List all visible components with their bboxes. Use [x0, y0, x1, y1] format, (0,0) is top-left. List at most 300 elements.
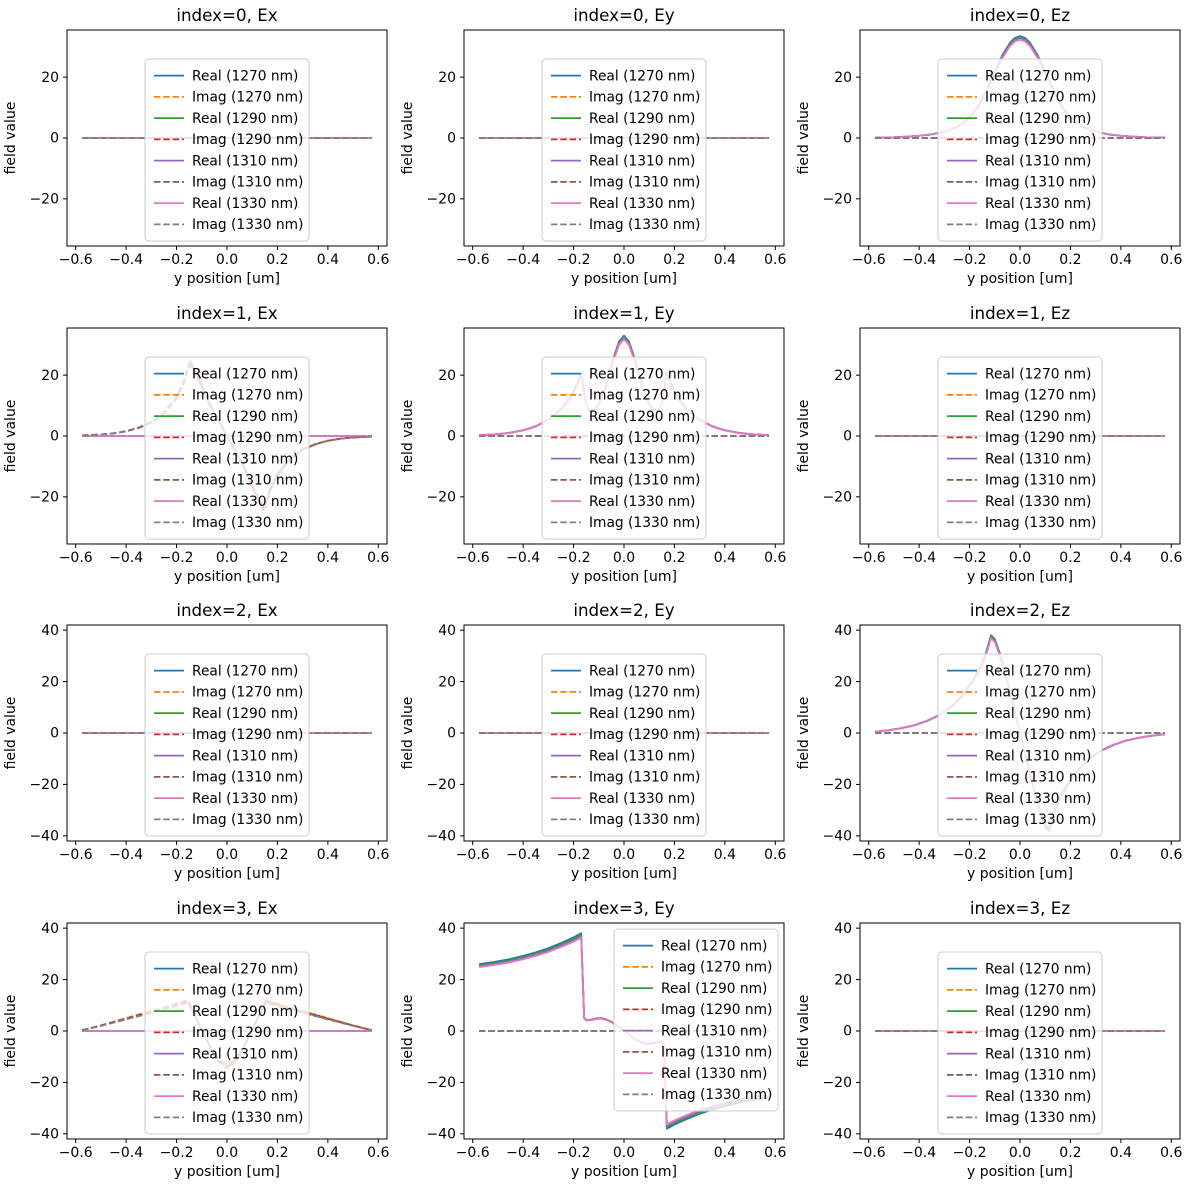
- y-tick-label: −40: [822, 828, 853, 845]
- x-tick-label: −0.2: [159, 1144, 194, 1161]
- x-axis-label: y position [um]: [967, 865, 1074, 882]
- y-tick-label: −20: [29, 1074, 59, 1091]
- legend-entry-label: Imag (1310 nm): [191, 1067, 304, 1084]
- legend-entry-label: Imag (1330 nm): [660, 1086, 773, 1103]
- x-tick-label: 0.0: [215, 846, 239, 863]
- subplot-index3-ex: [0, 893, 397, 1190]
- y-axis-label: field value: [2, 101, 19, 175]
- legend-entry-label: Imag (1270 nm): [191, 387, 304, 404]
- legend-entry-label: Imag (1270 nm): [588, 89, 701, 106]
- legend: [938, 654, 1102, 836]
- legend-entry-label: Real (1270 nm): [985, 663, 1092, 680]
- legend-entry-label: Imag (1270 nm): [588, 387, 701, 404]
- y-tick-label: 40: [41, 920, 59, 937]
- legend-box: [145, 357, 309, 539]
- legend-entry-label: Imag (1270 nm): [191, 684, 304, 701]
- legend-entry-label: Imag (1270 nm): [588, 684, 701, 701]
- subplot-title: index=1, Ex: [176, 303, 278, 323]
- x-tick-label: −0.4: [505, 1144, 540, 1161]
- legend-entry-label: Real (1290 nm): [588, 705, 696, 722]
- legend: [938, 952, 1102, 1134]
- y-axis-label: field value: [399, 696, 416, 770]
- x-tick-label: 0.0: [215, 1144, 239, 1161]
- y-tick-label: −20: [822, 489, 853, 506]
- legend-box: [542, 357, 706, 539]
- legend-entry-label: Imag (1290 nm): [191, 1024, 304, 1041]
- x-tick-label: 0.2: [662, 846, 686, 863]
- legend-box: [145, 654, 309, 836]
- legend-entry-label: Imag (1270 nm): [985, 982, 1097, 999]
- x-tick-label: 0.0: [612, 846, 635, 863]
- legend-entry-label: Real (1330 nm): [191, 790, 299, 807]
- y-tick-label: 20: [834, 69, 853, 86]
- legend: [938, 357, 1102, 539]
- x-tick-label: 0.2: [266, 251, 289, 268]
- x-tick-label: −0.4: [505, 846, 540, 863]
- x-tick-label: 0.6: [367, 846, 390, 863]
- legend-entry-label: Real (1290 nm): [191, 705, 299, 722]
- legend-entry-label: Real (1310 nm): [660, 1022, 768, 1039]
- legend-entry-label: Imag (1290 nm): [588, 727, 701, 744]
- y-tick-label: 0: [843, 428, 853, 445]
- y-tick-label: 0: [843, 130, 853, 147]
- y-tick-label: 0: [446, 1023, 456, 1040]
- legend: [145, 952, 309, 1134]
- x-tick-label: 0.4: [713, 1144, 736, 1161]
- y-tick-label: −40: [426, 828, 456, 845]
- x-tick-label: −0.2: [952, 549, 987, 566]
- subplot-title: index=0, Ez: [970, 6, 1071, 26]
- x-tick-label: −0.6: [852, 549, 886, 566]
- x-tick-label: −0.4: [109, 549, 144, 566]
- legend-entry-label: Imag (1310 nm): [588, 174, 701, 191]
- subplot-index0-ey: [397, 0, 794, 298]
- y-tick-label: 0: [843, 1023, 853, 1040]
- legend-entry-label: Imag (1290 nm): [985, 727, 1097, 744]
- subplot-index0-ez: [793, 0, 1190, 298]
- x-tick-label: −0.2: [556, 251, 591, 268]
- x-tick-label: −0.6: [455, 1144, 490, 1161]
- y-axis-label: field value: [796, 101, 813, 175]
- x-tick-label: 0.2: [1059, 549, 1082, 566]
- legend-entry-label: Real (1310 nm): [985, 748, 1092, 765]
- legend-entry-label: Real (1290 nm): [985, 110, 1092, 127]
- x-tick-label: 0.2: [1059, 251, 1082, 268]
- x-tick-label: −0.6: [852, 1144, 886, 1161]
- subplot-index0-ex: [0, 0, 397, 298]
- legend: [145, 59, 309, 241]
- y-tick-label: 20: [41, 971, 59, 988]
- y-tick-label: 0: [446, 428, 456, 445]
- legend-entry-label: Imag (1290 nm): [660, 1001, 773, 1018]
- x-tick-label: 0.6: [367, 251, 390, 268]
- legend-entry-label: Real (1310 nm): [588, 450, 696, 467]
- legend-entry-label: Imag (1270 nm): [660, 959, 773, 976]
- x-tick-label: 0.6: [367, 1144, 390, 1161]
- subplot-title: index=1, Ez: [970, 303, 1071, 323]
- legend-entry-label: Imag (1330 nm): [191, 217, 304, 234]
- legend-entry-label: Imag (1290 nm): [191, 727, 304, 744]
- legend-entry-label: Imag (1310 nm): [191, 769, 304, 786]
- x-tick-label: −0.4: [505, 549, 540, 566]
- subplot-title: index=3, Ex: [176, 898, 278, 918]
- y-tick-label: 20: [41, 69, 59, 86]
- legend-entry-label: Imag (1270 nm): [191, 89, 304, 106]
- legend-entry-label: Real (1290 nm): [660, 980, 768, 997]
- legend: [542, 654, 706, 836]
- legend-entry-label: Imag (1330 nm): [588, 514, 701, 531]
- x-tick-label: −0.4: [902, 549, 937, 566]
- legend-entry-label: Real (1270 nm): [191, 68, 299, 85]
- y-tick-label: 20: [437, 69, 456, 86]
- x-tick-label: 0.6: [763, 1144, 787, 1161]
- subplot-title: index=3, Ez: [970, 898, 1071, 918]
- x-tick-label: 0.4: [316, 846, 339, 863]
- subplot-title: index=1, Ey: [573, 303, 675, 323]
- legend-entry-label: Real (1330 nm): [588, 790, 696, 807]
- x-axis-label: y position [um]: [570, 568, 677, 585]
- subplot-title: index=2, Ey: [573, 601, 675, 621]
- legend-entry-label: Imag (1270 nm): [985, 387, 1097, 404]
- x-axis-label: y position [um]: [967, 568, 1074, 585]
- legend-entry-label: Imag (1310 nm): [191, 472, 304, 489]
- x-axis-label: y position [um]: [570, 865, 677, 882]
- y-tick-label: 0: [50, 130, 59, 147]
- x-tick-label: −0.2: [159, 251, 194, 268]
- legend-box: [542, 59, 706, 241]
- x-tick-label: 0.4: [713, 251, 736, 268]
- x-tick-label: −0.6: [455, 251, 490, 268]
- legend-entry-label: Real (1310 nm): [588, 748, 696, 765]
- legend-entry-label: Real (1330 nm): [660, 1065, 768, 1082]
- subplot-index2-ez: [793, 595, 1190, 893]
- y-tick-label: −20: [426, 1074, 456, 1091]
- x-tick-label: 0.4: [713, 846, 736, 863]
- x-tick-label: −0.2: [159, 846, 194, 863]
- x-tick-label: −0.6: [58, 549, 93, 566]
- y-tick-label: −40: [822, 1126, 853, 1143]
- legend-entry-label: Imag (1290 nm): [588, 132, 701, 149]
- legend-entry-label: Imag (1290 nm): [985, 132, 1097, 149]
- legend-entry-label: Imag (1330 nm): [985, 812, 1097, 829]
- legend-entry-label: Real (1270 nm): [191, 960, 299, 977]
- x-tick-label: −0.2: [952, 251, 987, 268]
- legend-entry-label: Real (1330 nm): [191, 1088, 299, 1105]
- y-tick-label: −20: [426, 191, 456, 208]
- subplot-title: index=3, Ey: [573, 898, 675, 918]
- x-axis-label: y position [um]: [174, 270, 280, 287]
- legend-entry-label: Imag (1290 nm): [588, 429, 701, 446]
- x-tick-label: 0.4: [316, 1144, 339, 1161]
- legend-entry-label: Real (1310 nm): [985, 1045, 1092, 1062]
- legend-entry-label: Real (1310 nm): [588, 153, 696, 170]
- subplot-index1-ey: [397, 298, 794, 596]
- legend-entry-label: Imag (1290 nm): [985, 429, 1097, 446]
- legend-entry-label: Real (1310 nm): [985, 450, 1092, 467]
- legend-entry-label: Real (1290 nm): [985, 1003, 1092, 1020]
- x-tick-label: −0.2: [159, 549, 194, 566]
- legend-box: [145, 952, 309, 1134]
- y-tick-label: 0: [50, 1023, 59, 1040]
- x-tick-label: 0.6: [763, 846, 787, 863]
- x-tick-label: 0.2: [662, 251, 686, 268]
- legend-entry-label: Real (1330 nm): [588, 195, 696, 212]
- legend-entry-label: Real (1310 nm): [191, 1045, 299, 1062]
- legend-entry-label: Imag (1270 nm): [985, 684, 1097, 701]
- x-tick-label: −0.6: [58, 846, 93, 863]
- x-tick-label: −0.6: [455, 846, 490, 863]
- legend-entry-label: Real (1330 nm): [588, 493, 696, 510]
- x-tick-label: 0.0: [1009, 1144, 1032, 1161]
- x-tick-label: 0.0: [1009, 251, 1032, 268]
- x-tick-label: 0.2: [266, 1144, 289, 1161]
- legend: [938, 59, 1102, 241]
- legend-entry-label: Real (1270 nm): [588, 68, 696, 85]
- legend-entry-label: Real (1270 nm): [191, 365, 299, 382]
- x-tick-label: −0.4: [902, 251, 937, 268]
- subplot-title: index=0, Ey: [573, 6, 675, 26]
- y-tick-label: 20: [437, 367, 456, 384]
- subplot-index1-ez: [793, 298, 1190, 596]
- y-tick-label: 20: [437, 674, 456, 691]
- subplot-index2-ey: [397, 595, 794, 893]
- y-tick-label: 0: [446, 130, 456, 147]
- legend: [542, 357, 706, 539]
- y-tick-label: 40: [437, 920, 456, 937]
- x-tick-label: 0.2: [662, 1144, 686, 1161]
- y-axis-label: field value: [2, 399, 19, 472]
- legend-entry-label: Imag (1290 nm): [191, 429, 304, 446]
- legend-entry-label: Imag (1330 nm): [588, 812, 701, 829]
- legend-entry-label: Imag (1270 nm): [191, 982, 304, 999]
- x-tick-label: 0.6: [367, 549, 390, 566]
- legend-entry-label: Real (1270 nm): [985, 960, 1092, 977]
- y-tick-label: 0: [843, 725, 853, 742]
- y-tick-label: −20: [426, 489, 456, 506]
- legend-entry-label: Imag (1270 nm): [985, 89, 1097, 106]
- legend-entry-label: Real (1310 nm): [191, 450, 299, 467]
- x-tick-label: −0.2: [556, 549, 591, 566]
- x-tick-label: −0.6: [58, 251, 93, 268]
- legend-entry-label: Real (1310 nm): [191, 153, 299, 170]
- x-tick-label: 0.0: [1009, 846, 1032, 863]
- legend-entry-label: Real (1270 nm): [660, 937, 768, 954]
- legend-entry-label: Imag (1330 nm): [191, 812, 304, 829]
- y-axis-label: field value: [399, 994, 416, 1067]
- x-tick-label: −0.4: [505, 251, 540, 268]
- y-tick-label: 20: [41, 674, 59, 691]
- x-axis-label: y position [um]: [967, 1163, 1074, 1180]
- x-tick-label: 0.6: [1160, 1144, 1183, 1161]
- legend-box: [145, 59, 309, 241]
- x-tick-label: 0.2: [1059, 846, 1082, 863]
- x-tick-label: −0.6: [58, 1144, 93, 1161]
- y-tick-label: −20: [822, 777, 853, 794]
- x-axis-label: y position [um]: [967, 270, 1074, 287]
- legend-entry-label: Real (1330 nm): [191, 195, 299, 212]
- subplot-index3-ey: [397, 893, 794, 1190]
- legend-entry-label: Imag (1310 nm): [985, 1067, 1097, 1084]
- legend-entry-label: Imag (1290 nm): [985, 1024, 1097, 1041]
- y-tick-label: −20: [426, 777, 456, 794]
- legend-box: [614, 929, 778, 1111]
- legend-entry-label: Real (1270 nm): [985, 68, 1092, 85]
- y-axis-label: field value: [796, 399, 813, 472]
- legend-entry-label: Imag (1330 nm): [985, 514, 1097, 531]
- y-axis-label: field value: [2, 696, 19, 770]
- legend-entry-label: Real (1270 nm): [588, 663, 696, 680]
- x-tick-label: 0.2: [1059, 1144, 1082, 1161]
- legend-entry-label: Imag (1310 nm): [985, 174, 1097, 191]
- x-tick-label: −0.6: [852, 251, 886, 268]
- x-tick-label: 0.0: [1009, 549, 1032, 566]
- legend-entry-label: Imag (1330 nm): [985, 1109, 1097, 1126]
- legend-box: [938, 654, 1102, 836]
- subplot-index1-ex: [0, 298, 397, 596]
- legend-entry-label: Real (1330 nm): [985, 493, 1092, 510]
- subplot-index2-ex: [0, 595, 397, 893]
- y-tick-label: 0: [50, 428, 59, 445]
- x-tick-label: 0.6: [763, 549, 787, 566]
- y-tick-label: 40: [41, 622, 59, 639]
- x-tick-label: −0.2: [952, 1144, 987, 1161]
- legend-entry-label: Real (1270 nm): [191, 663, 299, 680]
- legend-entry-label: Imag (1310 nm): [191, 174, 304, 191]
- y-tick-label: 40: [834, 622, 853, 639]
- y-tick-label: −20: [29, 777, 59, 794]
- legend-entry-label: Real (1270 nm): [985, 365, 1092, 382]
- legend-entry-label: Imag (1310 nm): [660, 1044, 773, 1061]
- legend: [614, 929, 778, 1111]
- y-axis-label: field value: [796, 994, 813, 1067]
- legend-box: [938, 59, 1102, 241]
- legend-entry-label: Real (1290 nm): [588, 110, 696, 127]
- x-tick-label: −0.4: [109, 1144, 144, 1161]
- x-tick-label: 0.0: [215, 549, 239, 566]
- subplot-title: index=2, Ex: [176, 601, 278, 621]
- legend-entry-label: Real (1330 nm): [985, 790, 1092, 807]
- legend-entry-label: Imag (1310 nm): [985, 769, 1097, 786]
- x-tick-label: 0.6: [763, 251, 787, 268]
- legend-entry-label: Imag (1310 nm): [985, 472, 1097, 489]
- legend-entry-label: Real (1290 nm): [985, 705, 1092, 722]
- x-tick-label: 0.2: [266, 549, 289, 566]
- legend: [542, 59, 706, 241]
- x-tick-label: 0.6: [1160, 251, 1183, 268]
- legend-entry-label: Imag (1330 nm): [191, 514, 304, 531]
- y-tick-label: −20: [29, 191, 59, 208]
- legend-entry-label: Real (1290 nm): [191, 1003, 299, 1020]
- legend-entry-label: Real (1290 nm): [985, 408, 1092, 425]
- x-tick-label: −0.2: [556, 1144, 591, 1161]
- legend-entry-label: Imag (1330 nm): [588, 217, 701, 234]
- legend-entry-label: Imag (1290 nm): [191, 132, 304, 149]
- y-tick-label: −20: [822, 191, 853, 208]
- y-tick-label: 20: [834, 674, 853, 691]
- x-tick-label: 0.2: [662, 549, 686, 566]
- x-tick-label: 0.0: [612, 549, 635, 566]
- x-tick-label: 0.4: [713, 549, 736, 566]
- x-tick-label: 0.6: [1160, 846, 1183, 863]
- x-tick-label: −0.2: [556, 846, 591, 863]
- legend: [145, 654, 309, 836]
- x-tick-label: 0.0: [612, 251, 635, 268]
- y-axis-label: field value: [2, 994, 19, 1067]
- y-tick-label: −20: [29, 489, 59, 506]
- legend-entry-label: Imag (1310 nm): [588, 769, 701, 786]
- x-axis-label: y position [um]: [174, 1163, 280, 1180]
- x-axis-label: y position [um]: [174, 568, 280, 585]
- legend-entry-label: Real (1310 nm): [985, 153, 1092, 170]
- legend-entry-label: Real (1330 nm): [191, 493, 299, 510]
- y-tick-label: 0: [446, 725, 456, 742]
- legend-entry-label: Real (1290 nm): [191, 110, 299, 127]
- x-tick-label: 0.4: [316, 251, 339, 268]
- legend-entry-label: Real (1330 nm): [985, 195, 1092, 212]
- x-tick-label: −0.4: [902, 846, 937, 863]
- legend-entry-label: Real (1290 nm): [191, 408, 299, 425]
- x-tick-label: −0.4: [109, 846, 144, 863]
- y-tick-label: 20: [834, 367, 853, 384]
- x-tick-label: −0.6: [455, 549, 490, 566]
- y-tick-label: 40: [834, 920, 853, 937]
- y-axis-label: field value: [399, 101, 416, 175]
- y-tick-label: 0: [50, 725, 59, 742]
- y-tick-label: −40: [29, 1126, 59, 1143]
- x-axis-label: y position [um]: [174, 865, 280, 882]
- legend: [145, 357, 309, 539]
- x-tick-label: 0.0: [215, 251, 239, 268]
- x-tick-label: −0.6: [852, 846, 886, 863]
- y-tick-label: 20: [437, 971, 456, 988]
- y-tick-label: 20: [41, 367, 59, 384]
- legend-entry-label: Imag (1330 nm): [985, 217, 1097, 234]
- legend-entry-label: Imag (1330 nm): [191, 1109, 304, 1126]
- legend-entry-label: Real (1270 nm): [588, 365, 696, 382]
- x-tick-label: −0.4: [109, 251, 144, 268]
- x-tick-label: 0.2: [266, 846, 289, 863]
- subplot-title: index=2, Ez: [970, 601, 1071, 621]
- x-tick-label: 0.4: [1110, 549, 1133, 566]
- y-axis-label: field value: [796, 696, 813, 770]
- y-tick-label: −20: [822, 1074, 853, 1091]
- legend-box: [938, 357, 1102, 539]
- x-tick-label: 0.0: [612, 1144, 635, 1161]
- y-tick-label: −40: [426, 1126, 456, 1143]
- legend-entry-label: Imag (1310 nm): [588, 472, 701, 489]
- y-tick-label: −40: [29, 828, 59, 845]
- x-axis-label: y position [um]: [570, 1163, 677, 1180]
- x-tick-label: 0.4: [1110, 846, 1133, 863]
- legend-entry-label: Real (1290 nm): [588, 408, 696, 425]
- x-tick-label: −0.2: [952, 846, 987, 863]
- x-axis-label: y position [um]: [570, 270, 677, 287]
- y-tick-label: 40: [437, 622, 456, 639]
- legend-entry-label: Real (1330 nm): [985, 1088, 1092, 1105]
- x-tick-label: 0.4: [316, 549, 339, 566]
- x-tick-label: −0.4: [902, 1144, 937, 1161]
- y-axis-label: field value: [399, 399, 416, 472]
- subplot-title: index=0, Ex: [176, 6, 278, 26]
- legend-entry-label: Real (1310 nm): [191, 748, 299, 765]
- x-tick-label: 0.4: [1110, 1144, 1133, 1161]
- subplot-index3-ez: [793, 893, 1190, 1190]
- legend-box: [938, 952, 1102, 1134]
- legend-box: [542, 654, 706, 836]
- x-tick-label: 0.4: [1110, 251, 1133, 268]
- y-tick-label: 20: [834, 971, 853, 988]
- x-tick-label: 0.6: [1160, 549, 1183, 566]
